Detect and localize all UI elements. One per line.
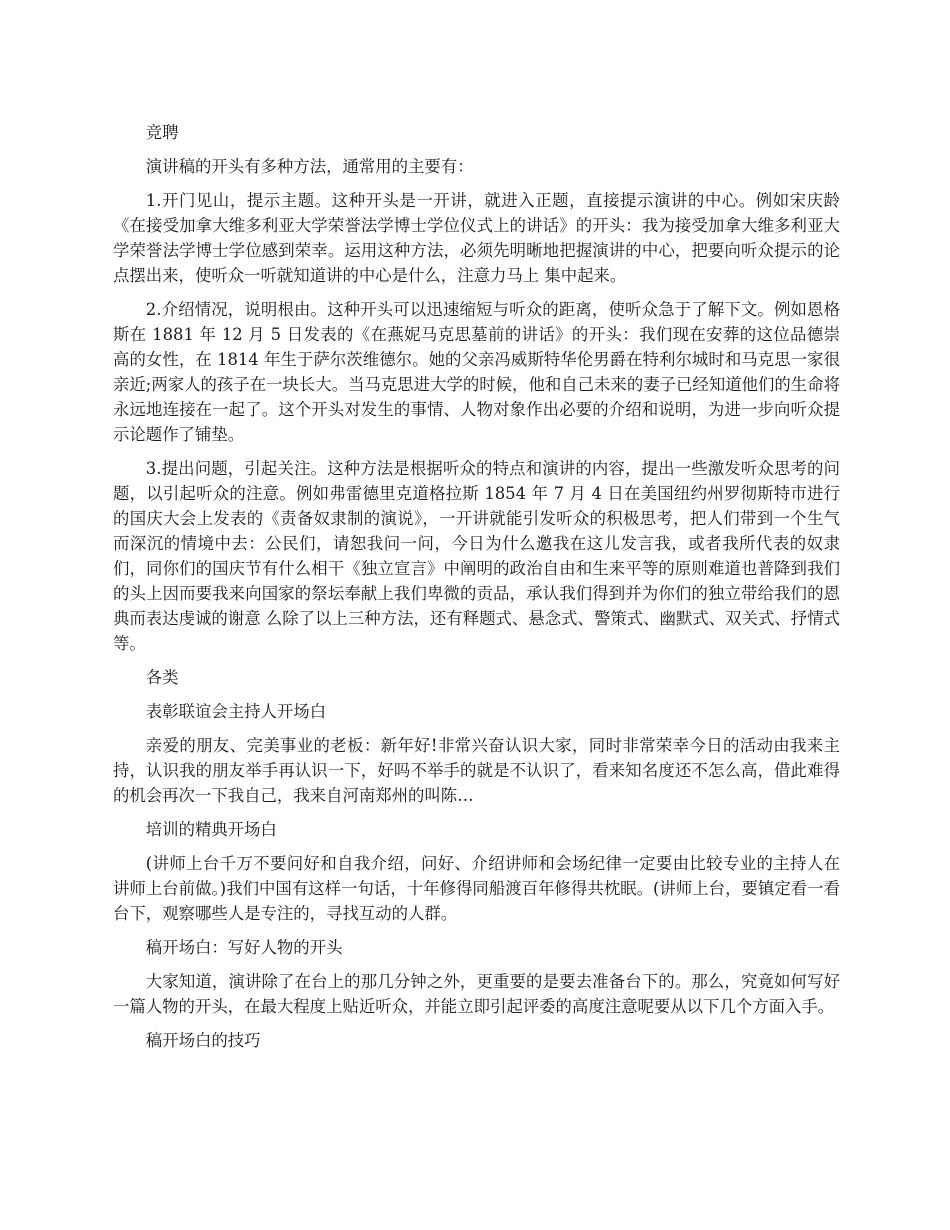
section-heading-jiqiao: 稿开场白的技巧	[145, 1031, 261, 1050]
intro-paragraph: 演讲稿的开头有多种方法，通常用的主要有：	[145, 157, 474, 176]
section-heading-renwu: 稿开场白：写好人物的开头	[145, 938, 343, 957]
section-heading-gelei: 各类	[145, 668, 179, 687]
section-heading-jingpin: 竞聘	[145, 123, 179, 142]
method-3-paragraph: 3.提出问题，引起关注。这种方法是根据听众的特点和演讲的内容，提出一些激发听众思考的问题，以引起听众的注意。例如弗雷德里克道格拉斯 1854 年 7 月 4 日在美国纽约州罗彻斯特市进行的国庆大会上发表的《责备奴隶制的演说》，一开讲就能引发听众的积极思考，把人们带到一个生气而深沉的情境中去：公民们，请恕我问一问，今日为什么邀我在这儿发言我，或者我所代表的奴隶们，同你们的国庆节有什么相干《独立宣言》中阐明的政治自由和生来平等的原则难道也普降到我们的头上因而要我来向国家的祭坛奉献上我们卑微的贡品，承认我们得到并为你们的独立带给我们的恩典而表达虔诚的谢意 么除了以上三种方法，还有释题式、悬念式、警策式、幽默式、双关式、抒情式等。	[113, 459, 840, 653]
section-heading-biaozhang: 表彰联谊会主持人开场白	[145, 702, 327, 721]
document-page	[113, 120, 840, 1062]
section-heading-peixun: 培训的精典开场白	[145, 820, 277, 839]
host-opening-paragraph: 亲爱的朋友、完美事业的老板：新年好!非常兴奋认识大家，同时非常荣幸今日的活动由我来主持，认识我的朋友举手再认识一下，好吗不举手的就是不认识了，看来知名度还不怎么高，借此难得的机会再次一下我自己，我来自河南郑州的叫陈…	[113, 736, 840, 805]
method-2-paragraph: 2.介绍情况，说明根由。这种开头可以迅速缩短与听众的距离，使听众急于了解下文。例如恩格斯在 1881 年 12 月 5 日发表的《在燕妮马克思墓前的讲话》的开头：我们现在安葬的这位品德崇高的女性，在 1814 年生于萨尔茨维德尔。她的父亲冯威斯特华伦男爵在特利尔城时和马克思一家很亲近;两家人的孩子在一块长大。当马克思进大学的时候，他和自己未来的妻子已经知道他们的生命将永远地连接在一起了。这个开头对发生的事情、人物对象作出必要的介绍和说明，为进一步向听众提示论题作了铺垫。	[113, 300, 840, 444]
training-opening-paragraph: (讲师上台千万不要问好和自我介绍，问好、介绍讲师和会场纪律一定要由比较专业的主持人在讲师上台前做。)我们中国有这样一句话，十年修得同船渡百年修得共枕眠。(讲师上台，要镇定看一看台下，观察哪些人是专注的，寻找互动的人群。	[113, 854, 840, 923]
character-opening-paragraph: 大家知道，演讲除了在台上的那几分钟之外，更重要的是要去准备台下的。那么，究竟如何写好一篇人物的开头，在最大程度上贴近听众，并能立即引起评委的高度注意呢要从以下几个方面入手。	[113, 972, 840, 1016]
method-1-paragraph: 1.开门见山，提示主题。这种开头是一开讲，就进入正题，直接提示演讲的中心。例如宋庆龄《在接受加拿大维多利亚大学荣誉法学博士学位仪式上的讲话》的开头：我为接受加拿大维多利亚大学荣誉法学博士学位感到荣幸。运用这种方法，必须先明晰地把握演讲的中心，把要向听众提示的论点摆出来，使听众一听就知道讲的中心是什么，注意力马上 集中起来。	[113, 191, 840, 285]
